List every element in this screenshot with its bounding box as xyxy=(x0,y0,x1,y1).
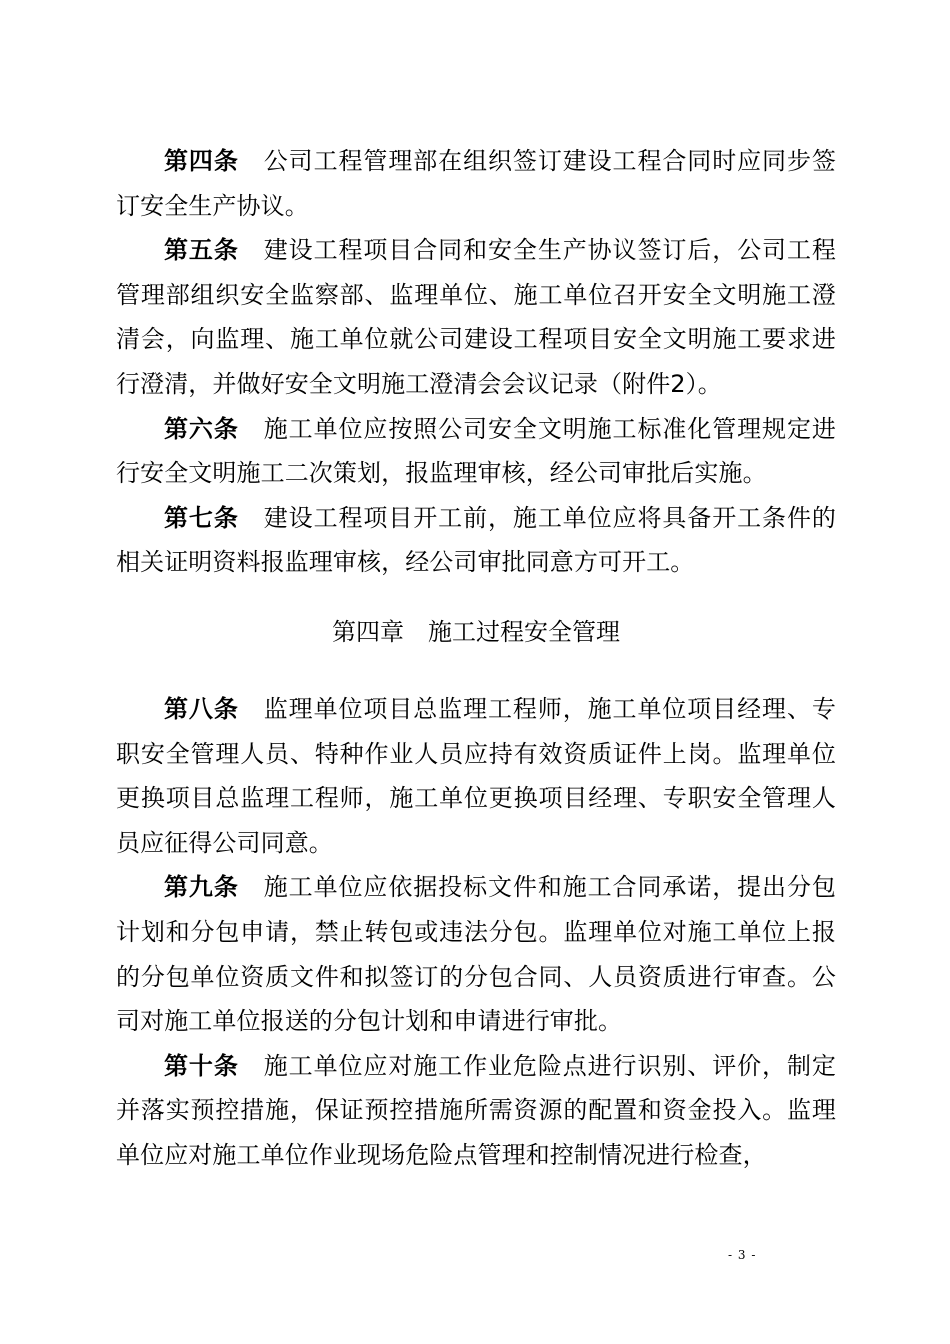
article-text: 建设工程项目开工前，施工单位应将具备开工条件的相关证明资料报监理审核，经公司审批同意方可开工。 xyxy=(116,503,836,577)
article-7 xyxy=(116,496,836,585)
article-4 xyxy=(116,139,836,228)
article-text: 施工单位应按照公司安全文明施工标准化管理规定进行安全文明施工二次策划，报监理审核，经公司审批后实施。 xyxy=(116,414,836,488)
article-8 xyxy=(116,687,836,865)
article-label: 第八条 xyxy=(164,694,239,723)
chapter-heading: 第四章 施工过程安全管理 xyxy=(332,617,620,646)
article-label: 第六条 xyxy=(164,414,239,443)
article-5 xyxy=(116,228,836,406)
article-text: 建设工程项目合同和安全生产协议签订后，公司工程管理部组织安全监察部、监理单位、施工单位召开安全文明施工澄清会，向监理、施工单位就公司建设工程项目安全文明施工要求进行澄清，并做好安全文明施工澄清会会议记录（附件2）。 xyxy=(116,236,836,398)
article-text: 施工单位应依据投标文件和施工合同承诺，提出分包计划和分包申请，禁止转包或违法分包。监理单位对施工单位上报的分包单位资质文件和拟签订的分包合同、人员资质进行审查。公司对施工单位报送的分包计划和申请进行审批。 xyxy=(116,873,836,1036)
article-text: 施工单位应对施工作业危险点进行识别、评价，制定并落实预控措施，保证预控措施所需资源的配置和资金投入。监理单位应对施工单位作业现场危险点管理和控制情况进行检查， xyxy=(116,1051,836,1169)
article-label: 第五条 xyxy=(164,236,239,265)
article-9 xyxy=(116,865,836,1043)
article-6 xyxy=(116,407,836,496)
article-label: 第七条 xyxy=(164,503,239,532)
article-text: 公司工程管理部在组织签订建设工程合同时应同步签订安全生产协议。 xyxy=(116,147,836,220)
article-text: 监理单位项目总监理工程师，施工单位项目经理、专职安全管理人员、特种作业人员应持有效资质证件上岗。监理单位更换项目总监理工程师，施工单位更换项目经理、专职安全管理人员应征得公司同意。 xyxy=(116,694,836,857)
article-label: 第九条 xyxy=(164,873,239,902)
article-label: 第四条 xyxy=(164,147,239,175)
article-label: 第十条 xyxy=(164,1051,239,1080)
article-10 xyxy=(116,1044,836,1178)
document-body xyxy=(116,139,836,1177)
page-number: - 3 - xyxy=(728,1248,757,1262)
